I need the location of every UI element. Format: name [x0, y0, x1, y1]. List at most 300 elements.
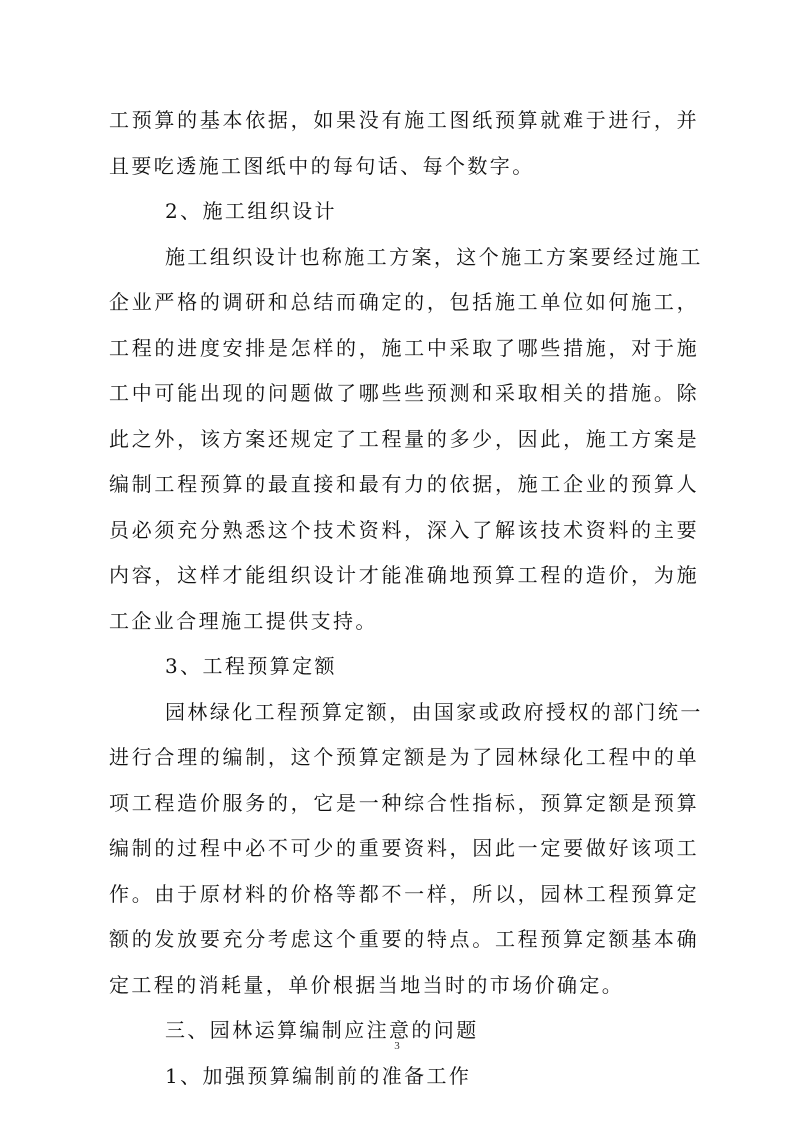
text-char: 要 — [381, 836, 404, 860]
text-char: 单 — [540, 290, 563, 314]
text-char: 程 — [177, 472, 200, 496]
text-char: 由 — [411, 699, 434, 724]
text-char: 该 — [199, 426, 223, 451]
text-char: 样 — [313, 335, 336, 360]
text-char: 算 — [676, 790, 699, 815]
text-char: 分 — [245, 927, 268, 951]
text-char: 程 — [154, 790, 177, 815]
text-char: 一 — [358, 790, 382, 815]
text-char: 种 — [381, 790, 404, 815]
text-char: 研 — [245, 290, 268, 314]
text-char: 好 — [608, 836, 631, 860]
text-char: 接 — [313, 472, 336, 496]
text-char: ， — [267, 745, 291, 769]
text-line — [109, 235, 703, 281]
text-char: 。 — [653, 381, 677, 405]
text-char: 施 — [494, 290, 518, 314]
text-char: 测 — [449, 381, 472, 405]
text-char: 如 — [313, 108, 336, 132]
text-char: 重 — [358, 836, 382, 860]
text-char: ， — [517, 790, 541, 815]
text-char: 的 — [245, 381, 268, 405]
text-char: 可 — [290, 836, 314, 860]
text-char: 施 — [501, 244, 524, 269]
text-char: 了 — [494, 335, 518, 360]
text-char: 总 — [290, 290, 314, 314]
text-char: 这 — [177, 563, 200, 587]
text-line: 工企业合理施工提供支持。 — [109, 608, 378, 633]
page-number: 3 — [394, 1040, 400, 1052]
text-line — [109, 371, 699, 417]
text-char: 容 — [131, 563, 155, 587]
text-char: 工 — [585, 745, 609, 769]
text-char: 定 — [585, 790, 609, 815]
text-char: 绿 — [209, 699, 233, 724]
text-char: 定 — [381, 290, 404, 314]
text-char: 预 — [631, 472, 654, 496]
text-char: 准 — [404, 563, 427, 587]
text-char: 计 — [277, 244, 300, 269]
text-char: 资 — [585, 517, 609, 542]
text-char: 原 — [199, 881, 223, 906]
text-char: 额 — [366, 699, 390, 724]
text-char: 称 — [321, 244, 345, 269]
text-char: 如 — [585, 290, 609, 314]
text-char: 中 — [222, 836, 245, 860]
text-char: 关 — [563, 381, 586, 405]
text-char: 化 — [232, 699, 255, 724]
text-char: 权 — [568, 699, 591, 724]
text-char: 格 — [177, 290, 200, 314]
text-char: ， — [433, 244, 457, 269]
text-char: 是 — [336, 790, 359, 815]
text-char: 务 — [245, 790, 268, 815]
text-char: 工 — [676, 836, 699, 860]
text-line — [109, 917, 699, 963]
text-char: 绿 — [540, 745, 563, 769]
text-char: 图 — [449, 108, 472, 132]
text-char: 国 — [433, 699, 457, 724]
text-char: 施 — [404, 108, 427, 132]
text-char: 工 — [540, 472, 563, 496]
text-char: 的 — [199, 290, 223, 314]
text-char: 直 — [290, 472, 314, 496]
text-char: 基 — [199, 108, 223, 132]
text-char: 定 — [344, 699, 367, 724]
text-char: 方 — [222, 426, 245, 451]
text-char: 工 — [254, 699, 278, 724]
text-char: 施 — [517, 472, 541, 496]
text-char: 园 — [165, 699, 188, 724]
text-char: 资 — [358, 517, 382, 542]
text-char: 是 — [267, 335, 291, 360]
text-char: 怎 — [290, 335, 314, 360]
text-char: 这 — [267, 517, 291, 542]
text-char: 预 — [472, 563, 495, 587]
text-char: ， — [631, 563, 654, 587]
text-char: 深 — [426, 517, 450, 542]
text-char: 人 — [676, 472, 699, 496]
text-char: 能 — [177, 381, 200, 405]
text-char: 该 — [631, 836, 654, 860]
text-char: 和 — [267, 290, 291, 314]
text-char: 而 — [336, 290, 359, 314]
text-char: 的 — [154, 836, 177, 860]
text-char: 标 — [494, 790, 518, 815]
text-char: ， — [517, 881, 541, 906]
text-char: 多 — [449, 426, 472, 451]
text-char: 方 — [389, 244, 412, 269]
text-char: 入 — [449, 517, 472, 542]
text-char: 预 — [540, 790, 563, 815]
text-char: 化 — [563, 745, 586, 769]
text-char: 项 — [109, 790, 132, 815]
text-char: 综 — [404, 790, 427, 815]
text-char: 工 — [523, 244, 546, 269]
text-char: 力 — [404, 472, 427, 496]
text-char: 过 — [177, 836, 200, 860]
text-char: 价 — [199, 790, 223, 815]
text-char: 行 — [131, 745, 155, 769]
text-char: 料 — [381, 517, 404, 542]
text-char: 解 — [494, 517, 518, 542]
text-char: 料 — [245, 881, 268, 906]
text-char: 少 — [313, 836, 336, 860]
text-char: 的 — [267, 790, 291, 815]
text-char: 有 — [381, 472, 404, 496]
text-char: 内 — [109, 563, 132, 587]
text-line — [109, 826, 699, 872]
text-char: 的 — [631, 517, 654, 542]
text-line — [109, 872, 699, 918]
text-char: 企 — [109, 290, 132, 314]
text-char: 定 — [585, 927, 609, 951]
text-char: 中 — [426, 335, 450, 360]
text-char: 的 — [404, 290, 427, 314]
text-char: 调 — [222, 290, 245, 314]
text-char: 何 — [608, 290, 631, 314]
text-char: 定 — [540, 836, 563, 860]
text-char: 制 — [131, 836, 155, 860]
text-char: 料 — [426, 836, 450, 860]
text-char: 这 — [313, 927, 336, 951]
text-char: 果 — [336, 108, 359, 132]
text-char: 熟 — [222, 517, 245, 542]
text-char: 一 — [517, 836, 541, 860]
text-char: 行 — [631, 108, 654, 132]
text-char: 工 — [517, 290, 541, 314]
text-char: 组 — [267, 563, 291, 587]
text-char: 材 — [222, 881, 245, 906]
text-char: 林 — [517, 745, 541, 769]
text-char: 。 — [472, 927, 495, 951]
text-char: 家 — [456, 699, 479, 724]
text-char: 样 — [426, 881, 450, 906]
text-char: 造 — [177, 790, 200, 815]
text-char: 才 — [222, 563, 245, 587]
text-char: 业 — [585, 472, 609, 496]
text-char: 工 — [187, 244, 210, 269]
text-char: 样 — [199, 563, 223, 587]
text-char: 悉 — [245, 517, 268, 542]
text-char: 组 — [209, 244, 233, 269]
text-char: 项 — [653, 836, 677, 860]
text-char: 分 — [199, 517, 223, 542]
text-char: 算 — [494, 563, 518, 587]
text-char: 定 — [676, 881, 699, 906]
text-char: 施 — [676, 335, 699, 360]
text-char: 能 — [245, 563, 268, 587]
text-char: 程 — [608, 881, 631, 906]
text-char: 术 — [563, 517, 586, 542]
text-char: 林 — [563, 881, 586, 906]
text-char: 工 — [366, 244, 390, 269]
text-line — [109, 462, 699, 508]
text-char: 了 — [336, 426, 359, 451]
text-char: 的 — [199, 745, 223, 769]
text-char: 合 — [154, 745, 177, 769]
text-char: ， — [426, 290, 450, 314]
text-char: 程 — [131, 335, 155, 360]
text-char: 政 — [501, 699, 524, 724]
text-char: 必 — [131, 517, 155, 542]
text-line: 三、园林运算编制应注意的问题 — [165, 1018, 479, 1042]
text-line — [109, 553, 699, 599]
text-char: 是 — [631, 790, 654, 815]
text-char: 才 — [358, 563, 382, 587]
text-char: 要 — [199, 927, 223, 951]
text-char: 因 — [472, 836, 495, 860]
text-char: 员 — [109, 517, 132, 542]
text-char: 还 — [267, 426, 291, 451]
text-char: 取 — [472, 335, 495, 360]
text-char: 工 — [494, 927, 518, 951]
text-char: 难 — [563, 108, 586, 132]
text-char: 的 — [267, 881, 291, 906]
text-char: 结 — [313, 290, 336, 314]
text-char: 施 — [381, 335, 404, 360]
text-char: 指 — [472, 790, 495, 815]
text-char: 制 — [245, 745, 268, 769]
text-char: ， — [177, 426, 200, 451]
text-char: 对 — [631, 335, 654, 360]
text-char: 的 — [404, 927, 427, 951]
text-char: ， — [389, 699, 412, 724]
text-char: 定 — [313, 426, 336, 451]
text-char: 位 — [563, 290, 586, 314]
text-line: 1、加强预算编制前的准备工作 — [165, 1063, 472, 1088]
text-char: 预 — [131, 108, 155, 132]
text-char: 相 — [540, 381, 563, 405]
text-char: 或 — [478, 699, 502, 724]
text-char: 程 — [540, 563, 563, 587]
text-line: 2、施工组织设计 — [165, 199, 337, 223]
text-char: 于 — [585, 108, 609, 132]
text-char: 不 — [381, 881, 404, 906]
text-char: 取 — [517, 381, 541, 405]
text-char: 不 — [267, 836, 291, 860]
text-char: 资 — [404, 836, 427, 860]
text-char: 也 — [299, 244, 322, 269]
text-char: 依 — [245, 108, 268, 132]
text-char: 算 — [653, 881, 677, 906]
text-char: 门 — [635, 699, 658, 724]
text-char: 严 — [154, 290, 177, 314]
text-char: 预 — [199, 472, 223, 496]
text-char: 依 — [449, 472, 472, 496]
text-char: 额 — [109, 927, 132, 951]
text-line — [109, 690, 703, 736]
text-char: 施 — [631, 290, 654, 314]
text-line: 3、工程预算定额 — [165, 654, 337, 678]
text-char: 施 — [585, 426, 609, 451]
text-char: 出 — [199, 381, 223, 405]
text-char: 过 — [635, 244, 658, 269]
text-char: 案 — [653, 426, 677, 451]
text-line — [109, 735, 699, 781]
text-char: 案 — [411, 244, 434, 269]
text-char: 进 — [177, 335, 200, 360]
text-char: ， — [449, 836, 472, 860]
text-char: 算 — [563, 927, 586, 951]
text-char: 术 — [336, 517, 359, 542]
text-char: 规 — [290, 426, 314, 451]
text-char: 工 — [608, 426, 631, 451]
text-char: 了 — [336, 381, 359, 405]
text-char: 额 — [608, 790, 631, 815]
text-char: 措 — [608, 381, 631, 405]
text-char: 额 — [404, 745, 427, 769]
text-char: 工 — [517, 563, 541, 587]
text-char: 服 — [222, 790, 245, 815]
text-char: 企 — [563, 472, 586, 496]
text-line — [109, 326, 699, 372]
text-char: 编 — [222, 745, 245, 769]
text-char: 外 — [154, 426, 177, 451]
text-char: 技 — [540, 517, 563, 542]
text-line — [109, 781, 699, 827]
text-char: 设 — [254, 244, 278, 269]
text-char: 点 — [449, 927, 472, 951]
text-char: 放 — [177, 927, 200, 951]
text-char: 就 — [540, 108, 563, 132]
text-char: 的 — [563, 563, 586, 587]
text-char: 没 — [358, 108, 382, 132]
text-char: 施 — [344, 244, 367, 269]
text-char: 些 — [404, 381, 427, 405]
text-char: 一 — [680, 699, 703, 724]
text-char: 方 — [545, 244, 569, 269]
text-char: 现 — [222, 381, 245, 405]
text-char: 措 — [563, 335, 586, 360]
text-char: 题 — [290, 381, 314, 405]
text-char: 授 — [545, 699, 569, 724]
text-char: 的 — [245, 472, 268, 496]
text-char: 纸 — [472, 108, 495, 132]
text-char: 一 — [404, 881, 427, 906]
text-char: 算 — [321, 699, 345, 724]
text-char: 因 — [517, 426, 541, 451]
text-char: 合 — [426, 790, 450, 815]
text-char: ， — [449, 881, 472, 906]
text-char: 工 — [426, 108, 450, 132]
text-char: 该 — [517, 517, 541, 542]
text-char: 府 — [523, 699, 546, 724]
text-char: 了 — [472, 745, 495, 769]
text-char: 最 — [267, 472, 291, 496]
text-char: 中 — [131, 381, 155, 405]
text-char: ， — [494, 472, 518, 496]
text-char: 确 — [426, 563, 450, 587]
text-char: 的 — [426, 426, 450, 451]
text-char: 采 — [449, 335, 472, 360]
text-char: 织 — [290, 563, 314, 587]
text-char: 并 — [676, 108, 699, 132]
text-char: 量 — [404, 426, 427, 451]
text-char: 程 — [277, 699, 300, 724]
text-char: 方 — [631, 426, 654, 451]
text-char: 施 — [165, 244, 188, 269]
text-char: 价 — [608, 563, 631, 587]
text-char: 林 — [187, 699, 210, 724]
text-char: 排 — [245, 335, 268, 360]
text-char: 工 — [680, 244, 703, 269]
text-char: 中 — [631, 745, 654, 769]
text-char: 此 — [109, 426, 132, 451]
text-char: 的 — [131, 927, 155, 951]
text-char: 施 — [585, 335, 609, 360]
text-char: 做 — [585, 836, 609, 860]
text-char: 于 — [177, 881, 200, 906]
text-char: ， — [494, 426, 518, 451]
text-char: 施 — [676, 563, 699, 587]
text-char: 的 — [154, 335, 177, 360]
text-char: 要 — [381, 927, 404, 951]
text-char: 为 — [653, 563, 677, 587]
text-char: 要 — [563, 836, 586, 860]
text-char: 的 — [585, 381, 609, 405]
text-char: 除 — [676, 381, 699, 405]
text-char: 充 — [222, 927, 245, 951]
text-char: 程 — [608, 745, 631, 769]
text-char: 的 — [336, 836, 359, 860]
text-char: 之 — [131, 426, 155, 451]
text-char: 格 — [313, 881, 336, 906]
text-char: 虑 — [290, 927, 314, 951]
text-char: 。 — [131, 881, 155, 906]
text-char: ， — [608, 335, 631, 360]
text-char: 些 — [381, 381, 404, 405]
text-char: 确 — [358, 290, 382, 314]
text-char: 采 — [494, 381, 518, 405]
text-char: ， — [404, 517, 427, 542]
text-char: 此 — [540, 426, 563, 451]
text-char: 由 — [154, 881, 177, 906]
text-char: 是 — [676, 426, 699, 451]
text-char: 统 — [657, 699, 681, 724]
text-char: 以 — [494, 881, 518, 906]
text-char: 工 — [131, 790, 155, 815]
text-char: 工 — [653, 290, 677, 314]
text-char: 额 — [608, 927, 631, 951]
text-char: 预 — [494, 108, 518, 132]
text-char: 此 — [494, 836, 518, 860]
text-char: 工 — [109, 108, 132, 132]
text-char: 发 — [154, 927, 177, 951]
text-char: 个 — [313, 745, 336, 769]
text-line: 定工程的消耗量，单价根据当地当时的市场价确定。 — [109, 972, 625, 997]
text-char: 的 — [590, 699, 614, 724]
